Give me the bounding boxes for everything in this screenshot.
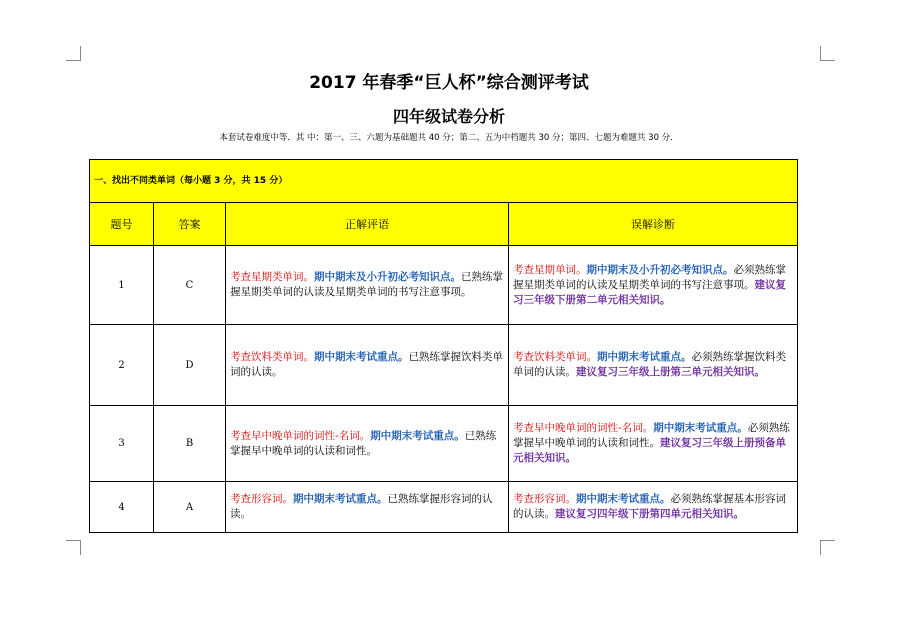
diagnosis-text: 必须熟练掌握饮料类单词的认读。 [513,351,786,378]
header-answer: 答案 [154,203,226,246]
document-title: 2017 年春季“巨人杯”综合测评考试 [309,73,589,93]
answer-cell: D [154,325,226,406]
diagnosis-suggestion: 建议复习三年级上册第三单元相关知识。 [576,366,765,378]
diagnosis-suggestion: 建议复习三年级下册第二单元相关知识。 [513,278,786,306]
comment-text: 已熟练掌握早中晚单词的认读和词性。 [230,429,497,457]
comment-importance: 期中期末考试重点。 [314,351,409,363]
comment-importance: 期中期末及小升初必考知识点。 [314,271,461,283]
question-number: 1 [90,246,154,325]
header-diagnosis: 误解诊断 [509,203,798,246]
comment-text: 已熟练掌握星期类单词的认读及星期类单词的书写注意事项。 [230,271,503,298]
comment-topic: 考查饮料类单词。 [230,351,314,363]
answer-cell: A [154,482,226,533]
diagnosis-text: 必须熟练掌握早中晚单词的认读和词性。 [513,422,790,449]
crop-mark-top-left [66,46,81,61]
diagnosis-cell [509,246,798,325]
comment-topic: 考查形容词。 [230,493,293,505]
diagnosis-cell [509,406,798,482]
section-row [90,160,798,203]
header-row [90,203,798,246]
crop-mark-top-right [820,46,835,61]
analysis-table [89,159,798,533]
table-row [90,325,798,406]
comment-topic: 考查早中晚单词的词性-名词。 [230,429,371,442]
diagnosis-suggestion: 建议复习四年级下册第四单元相关知识。 [555,508,744,520]
diagnosis-text: 必须熟练掌握基本形容词的认读。 [513,493,786,520]
comment-text: 已熟练掌握饮料类单词的认读。 [230,351,503,378]
comment-text: 已熟练掌握形容词的认读。 [230,493,493,520]
diagnosis-text: 必须熟练掌握星期类单词的认读及星期类单词的书写注意事项。 [513,263,786,291]
diagnosis-cell [509,325,798,406]
comment-topic: 考查星期类单词。 [230,271,314,283]
table-row [90,406,798,482]
question-number: 2 [90,325,154,406]
diagnosis-importance: 期中期末考试重点。 [597,351,692,363]
header-number: 题号 [90,203,154,246]
difficulty-note: 本套试卷难度中等．其 中：第一、三、六题为基础题共 40 分；第二、五为中档题共 30 分；第四、七题为难题共 30 分． [219,133,679,143]
diagnosis-topic: 考查星期单词。 [513,263,587,276]
header-comment: 正解评语 [226,203,509,246]
table-row [90,482,798,533]
diagnosis-topic: 考查饮料类单词。 [513,351,597,363]
document-subtitle: 四年级试卷分析 [392,107,505,126]
crop-mark-bottom-left [66,540,81,555]
diagnosis-importance: 期中期末及小升初必考知识点。 [586,263,734,276]
diagnosis-suggestion: 建议复习三年级上册预备单元相关知识。 [513,437,786,464]
question-number: 4 [90,482,154,533]
comment-cell [226,246,509,325]
comment-importance: 期中期末考试重点。 [370,429,465,442]
question-number: 3 [90,406,154,482]
diagnosis-cell [509,482,798,533]
crop-mark-bottom-right [820,540,835,555]
comment-cell [226,406,509,482]
diagnosis-topic: 考查形容词。 [513,493,576,505]
answer-cell: B [154,406,226,482]
section-title: 一、找出不同类单词（每小题 3 分，共 15 分） [90,160,798,203]
comment-importance: 期中期末考试重点。 [293,493,388,505]
diagnosis-topic: 考查早中晚单词的词性-名词。 [513,422,654,434]
diagnosis-importance: 期中期末考试重点。 [576,493,671,505]
table-row [90,246,798,325]
diagnosis-importance: 期中期末考试重点。 [653,422,748,434]
comment-cell [226,325,509,406]
comment-cell [226,482,509,533]
answer-cell: C [154,246,226,325]
